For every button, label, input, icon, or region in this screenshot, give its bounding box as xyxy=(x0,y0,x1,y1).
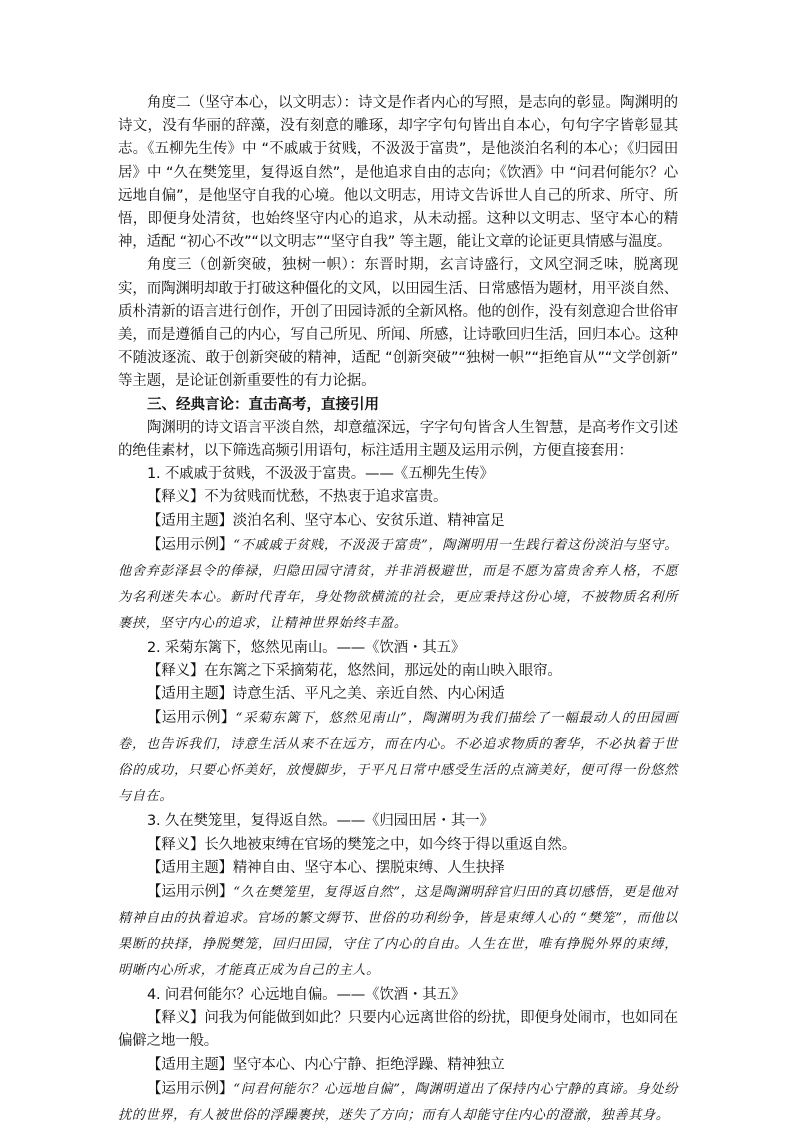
example-text: “问君何能尔？心远地自偏”，陶渊明道出了保持内心宁静的真谛。身处纷扰的世界，有人被世俗的浮躁裹挟，迷失了方向；而有人却能守住内心的澄澈，独善其身。 xyxy=(118,1081,678,1123)
quote-meaning: 【释义】不为贫贱而忧愁，不热衷于追求富贵。 xyxy=(147,489,448,506)
quote-meaning: 【释义】长久地被束缚在官场的樊笼之中，如今终于得以重返自然。 xyxy=(147,836,576,853)
example-text: “不戚戚于贫贱，不汲汲于富贵”，陶渊明用一生践行着这份淡泊与坚守。他舍弃彭泽县令的俸禄，归隐田园守清贫，并非消极避世，而是不愿为富贵舍弃人格，不愿为名利迷失本心。新时代青年，身处物欲横流的社会，更应秉持这份心境，不被物质名利所裹挟，坚守内心的追求，让精神世界始终丰盈。 xyxy=(118,537,678,631)
example-text: “采菊东篱下，悠然见南山”，陶渊明为我们描绘了一幅最动人的田园画卷，也告诉我们，诗意生活从来不在远方，而在内心。不必追求物质的奢华，不必执着于世俗的成功，只要心怀美好，放慢脚步，于平凡日常中感受生活的点滴美好，便可得一份悠然与自在。 xyxy=(118,711,678,805)
example-label: 【运用示例】 xyxy=(147,884,234,901)
section-intro: 陶渊明的诗文语言平淡自然，却意蕴深远，字字句句皆含人生智慧，是高考作文引述的绝佳素材，以下筛选高频引用语句，标注适用主题及运用示例，方便直接套用： xyxy=(118,419,678,460)
quote-example xyxy=(118,1077,678,1129)
document-body xyxy=(118,92,678,1129)
quote-example xyxy=(118,706,678,810)
paragraph-angle-2: 角度二（坚守本心，以文明志）：诗文是作者内心的写照，是志向的彰显。陶渊明的诗文，没有华丽的辞藻，没有刻意的雕琢，却字字句句皆出自本心，句句字字皆彰显其志。《五柳先生传》中 “不戚戚于贫贱，不汲汲于富贵”，是他淡泊名利的本心；《归园田居》中 “久在樊笼里，复得返自然”，是他追求自由的志向；《饮酒》中 “问君何能尔？心远地自偏”，是他坚守自我的心境。他以文明志，用诗文告诉世人自己的所求、所守、所悟，即便身处清贫，也始终坚守内心的追求，从未动摇。这种以文明志、坚守本心的精神，适配 “初心不改”“以文明志”“坚守自我” 等主题，能让文章的论证更具情感与温度。 xyxy=(118,95,678,251)
quote-themes: 【适用主题】精神自由、坚守本心、摆脱束缚、人生抉择 xyxy=(147,859,505,876)
quote-example xyxy=(118,533,678,637)
example-text: “久在樊笼里，复得返自然”，这是陶渊明辞官归田的真切感悟，更是他对精神自由的执着追求。官场的繁文缛节、世俗的功利纷争，皆是束缚人心的 “樊笼”，而他以果断的抉择，挣脱樊笼，回归田园，守住了内心的自由。人生在世，唯有挣脱外界的束缚，明晰内心所求，才能真正成为自己的主人。 xyxy=(118,885,678,979)
quote-block-4 xyxy=(118,984,678,1129)
quote-meaning: 【释义】在东篱之下采摘菊花，悠然间，那远处的南山映入眼帘。 xyxy=(147,663,562,680)
quote-meaning: 【释义】问我为何能做到如此？只要内心远离世俗的纷扰，即便身处闹市，也如同在偏僻之地一般。 xyxy=(118,1010,678,1050)
quote-block-1 xyxy=(118,463,678,637)
quote-line: 1. 不戚戚于贫贱，不汲汲于富贵。——《五柳先生传》 xyxy=(147,466,494,483)
paragraph-angle-3: 角度三（创新突破，独树一帜）：东晋时期，玄言诗盛行，文风空洞乏味，脱离现实，而陶渊明却敢于打破这种僵化的文风，以田园生活、日常感悟为题材，用平淡自然、质朴清新的语言进行创作，开创了田园诗派的全新风格。他的创作，没有刻意迎合世俗审美，而是遵循自己的内心，写自己所见、所闻、所感，让诗歌回归生活，回归本心。这种不随波逐流、敢于创新突破的精神，适配 “创新突破”“独树一帜”“拒绝盲从”“文学创新” 等主题，是论证创新重要性的有力论据。 xyxy=(118,257,678,390)
quote-example xyxy=(118,880,678,984)
example-label: 【运用示例】 xyxy=(147,1080,234,1097)
section-heading: 三、经典言论：直击高考，直接引用 xyxy=(147,396,379,413)
quote-line: 2. 采菊东篱下，悠然见南山。——《饮酒・其五》 xyxy=(147,639,466,656)
quote-themes: 【适用主题】坚守本心、内心宁静、拒绝浮躁、精神独立 xyxy=(147,1056,505,1073)
quote-themes: 【适用主题】淡泊名利、坚守本心、安贫乐道、精神富足 xyxy=(147,512,505,529)
quote-block-3 xyxy=(118,810,678,984)
quote-block-2 xyxy=(118,637,678,811)
quote-themes: 【适用主题】诗意生活、平凡之美、亲近自然、内心闲适 xyxy=(147,686,505,703)
example-label: 【运用示例】 xyxy=(147,710,236,727)
example-label: 【运用示例】 xyxy=(147,536,234,553)
quote-line: 3. 久在樊笼里，复得返自然。——《归园田居・其一》 xyxy=(147,813,494,830)
quote-line: 4. 问君何能尔？心远地自偏。——《饮酒・其五》 xyxy=(147,987,466,1004)
